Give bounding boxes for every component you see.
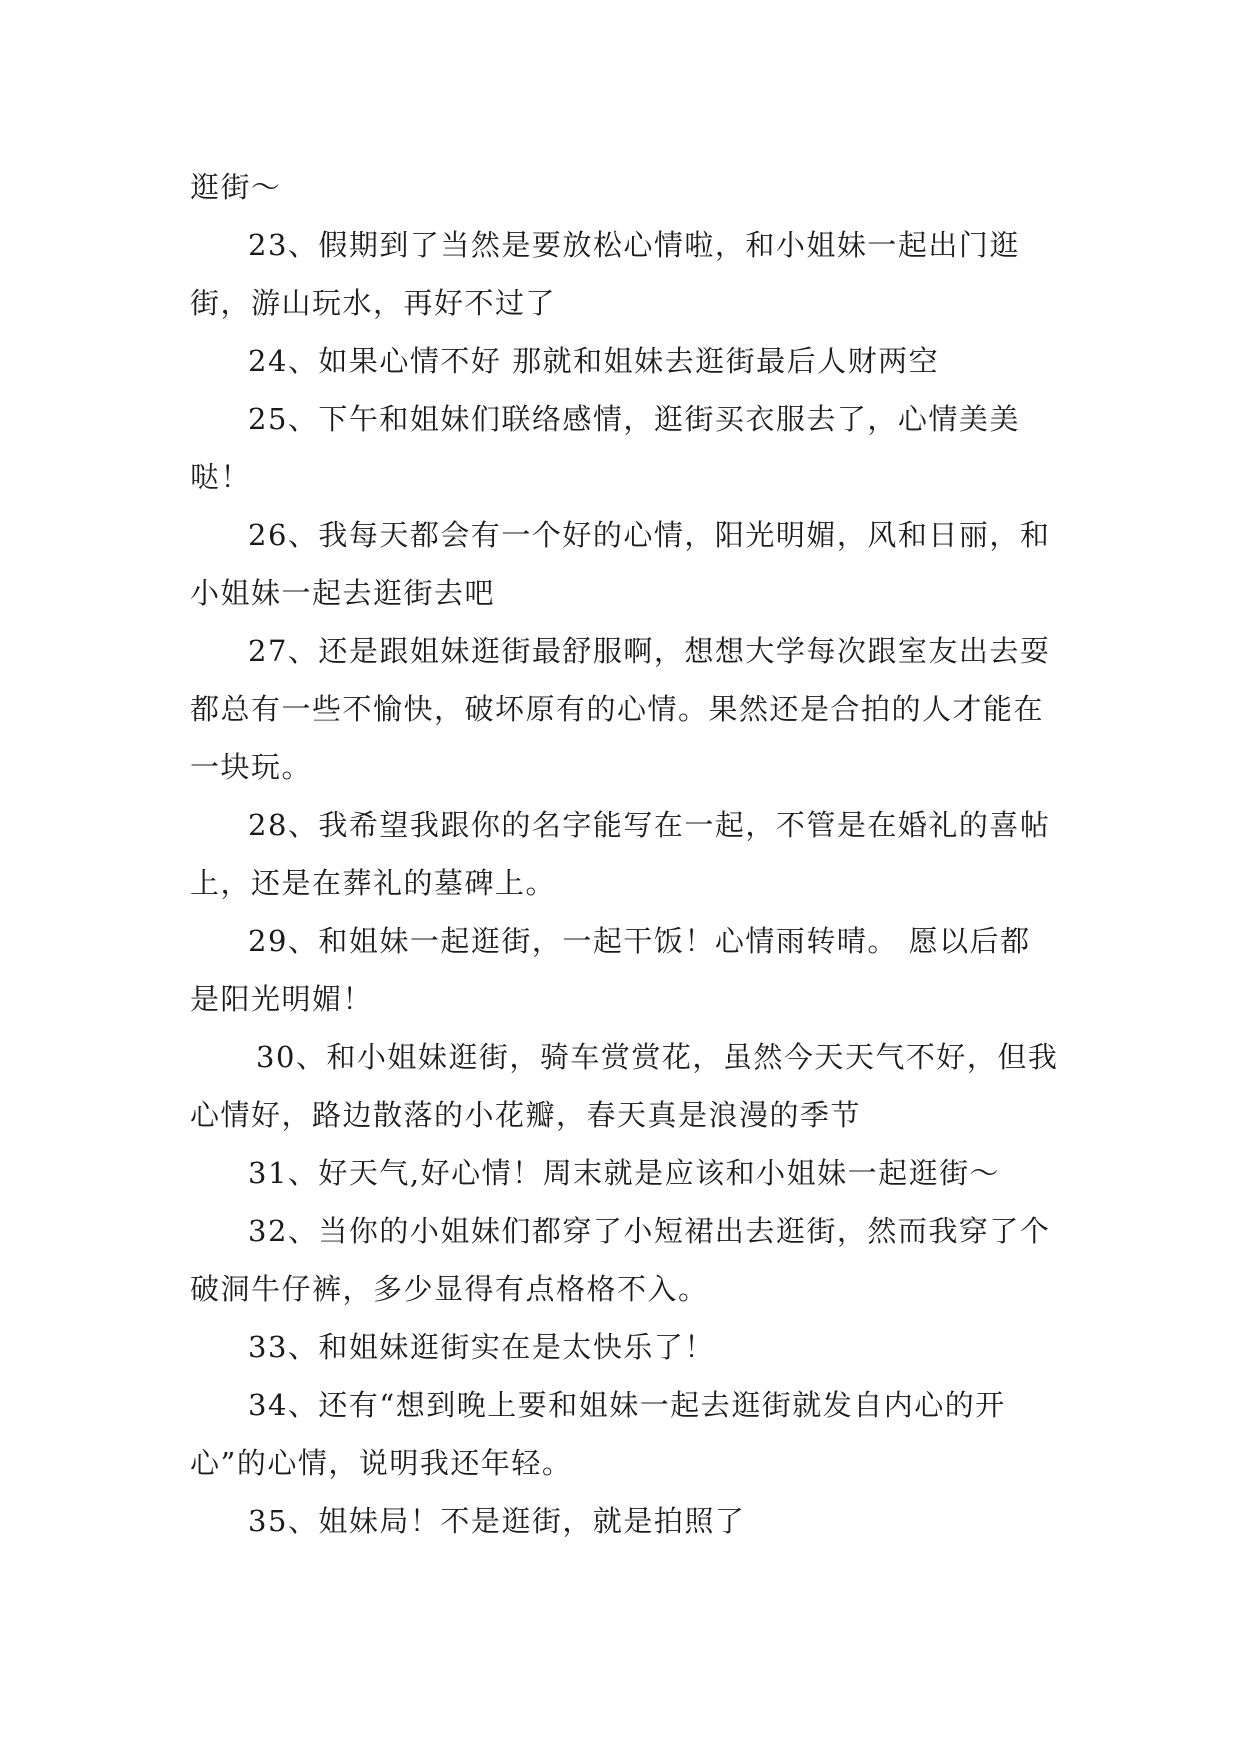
paragraph-25: 25、下午和姐妹们联络感情，逛街买衣服去了，心情美美哒！ [190,402,1020,494]
paragraph-24: 24、如果心情不好 那就和姐妹去逛街最后人财两空 [248,344,940,378]
paragraph-continuation: 逛街～ [190,170,282,204]
paragraph-23: 23、假期到了当然是要放松心情啦，和小姐妹一起出门逛街，游山玩水，再好不过了 [190,228,1020,320]
paragraph-34: 34、还有“想到晚上要和姐妹一起去逛街就发自内心的开心”的心情，说明我还年轻。 [190,1388,1006,1480]
paragraph-35: 35、姐妹局！不是逛街，就是拍照了 [248,1504,746,1538]
paragraph-31: 31、好天气,好心情！周末就是应该和小姐妹一起逛街～ [248,1156,1001,1190]
paragraph-27: 27、还是跟姐妹逛街最舒服啊，想想大学每次跟室友出去耍都总有一些不愉快，破坏原有的心情。果然还是合拍的人才能在一块玩。 [190,634,1051,784]
document-body [190,158,1060,1550]
paragraph-29: 29、和姐妹一起逛街，一起干饭！心情雨转晴。 愿以后都是阳光明媚！ [190,924,1031,1016]
paragraph-32: 32、当你的小姐妹们都穿了小短裙出去逛街，然而我穿了个破洞牛仔裤，多少显得有点格格不入。 [190,1214,1051,1306]
paragraph-26: 26、我每天都会有一个好的心情，阳光明媚，风和日丽，和小姐妹一起去逛街去吧 [190,518,1051,610]
paragraph-28: 28、我希望我跟你的名字能写在一起，不管是在婚礼的喜帖上，还是在葬礼的墓碑上。 [190,808,1051,900]
paragraph-33: 33、和姐妹逛街实在是太快乐了！ [248,1330,715,1364]
paragraph-30: 30、和小姐妹逛街，骑车赏赏花，虽然今天天气不好，但我心情好，路边散落的小花瓣，春天真是浪漫的季节 [190,1040,1059,1132]
